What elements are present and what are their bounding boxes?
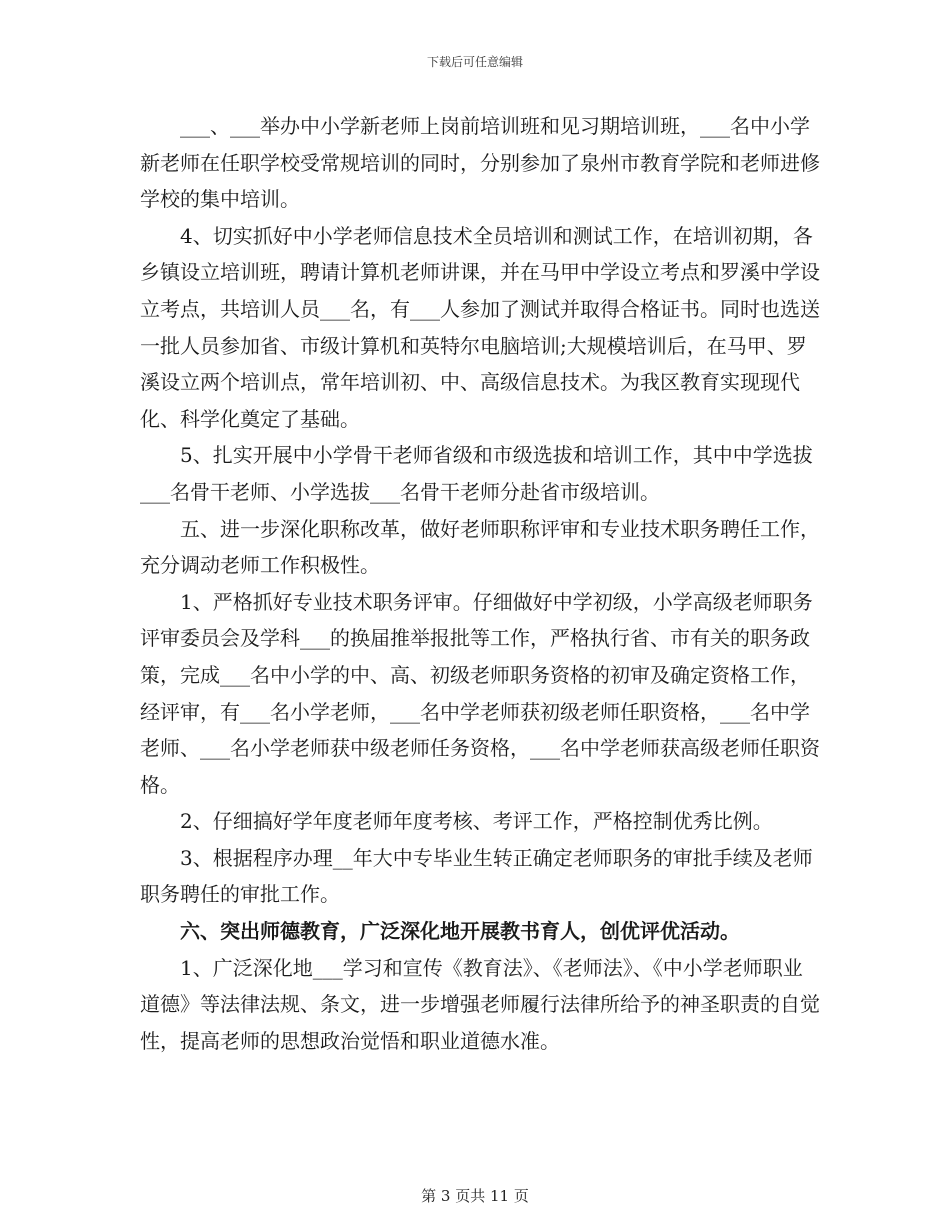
document-body bbox=[140, 108, 820, 1059]
paragraph-6: 2、仔细搞好学年度老师年度考核、考评工作，严格控制优秀比例。 bbox=[180, 809, 773, 834]
paragraph-5: 1、严格抓好专业技术职务评审。仔细做好中学初级，小学高级老师职务评审委员会及学科___的换届推举报批等工作，严格执行省、市有关的职务政策，完成___名中小学的中、高、初级老师职务资格的初审及确定资格工作，经评审，有___名小学老师，___名中学老师获初级老师任职资格，___名中学老师、___名小学老师获中级老师任务资格，___名中学老师获高级老师任职资格。 bbox=[140, 589, 820, 797]
page-header: 下载后可任意编辑 bbox=[426, 55, 523, 69]
section-heading-6: 六、突出师德教育，广泛深化地开展教书育人，创优评优活动。 bbox=[180, 919, 740, 944]
paragraph-3: 5、扎实开展中小学骨干老师省级和市级选拔和培训工作，其中中学选拔___名骨干老师、小学选拔___名骨干老师分赴省市级培训。 bbox=[140, 443, 813, 504]
paragraph-9: 1、广泛深化地___学习和宣传《教育法》、《老师法》、《中小学老师职业道德》等法律法规、条文，进一步增强老师履行法律所给予的神圣职责的自觉性，提高老师的思想政治觉悟和职业道德水准。 bbox=[140, 955, 820, 1053]
paragraph-7: 3、根据程序办理__年大中专毕业生转正确定老师职务的审批手续及老师职务聘任的审批工作。 bbox=[140, 845, 813, 907]
page-footer: 第 3 页共 11 页 bbox=[421, 1187, 529, 1205]
section-heading-5: 五、进一步深化职称改革，做好老师职称评审和专业技术职务聘任工作，充分调动老师工作积极性。 bbox=[140, 516, 820, 578]
paragraph-1: ___、___举办中小学新老师上岗前培训班和见习期培训班，___名中小学新老师在任职学校受常规培训的同时，分别参加了泉州市教育学院和老师进修学校的集中培训。 bbox=[140, 114, 820, 212]
paragraph-2: 4、切实抓好中小学老师信息技术全员培训和测试工作，在培训初期，各乡镇设立培训班，聘请计算机老师讲课，并在马甲中学设立考点和罗溪中学设立考点，共培训人员___名，有___人参加了测试并取得合格证书。同时也选送一批人员参加省、市级计算机和英特尔电脑培训;大规模培训后，在马甲、罗溪设立两个培训点，常年培训初、中、高级信息技术。为我区教育实现现代化、科学化奠定了基础。 bbox=[140, 223, 820, 431]
